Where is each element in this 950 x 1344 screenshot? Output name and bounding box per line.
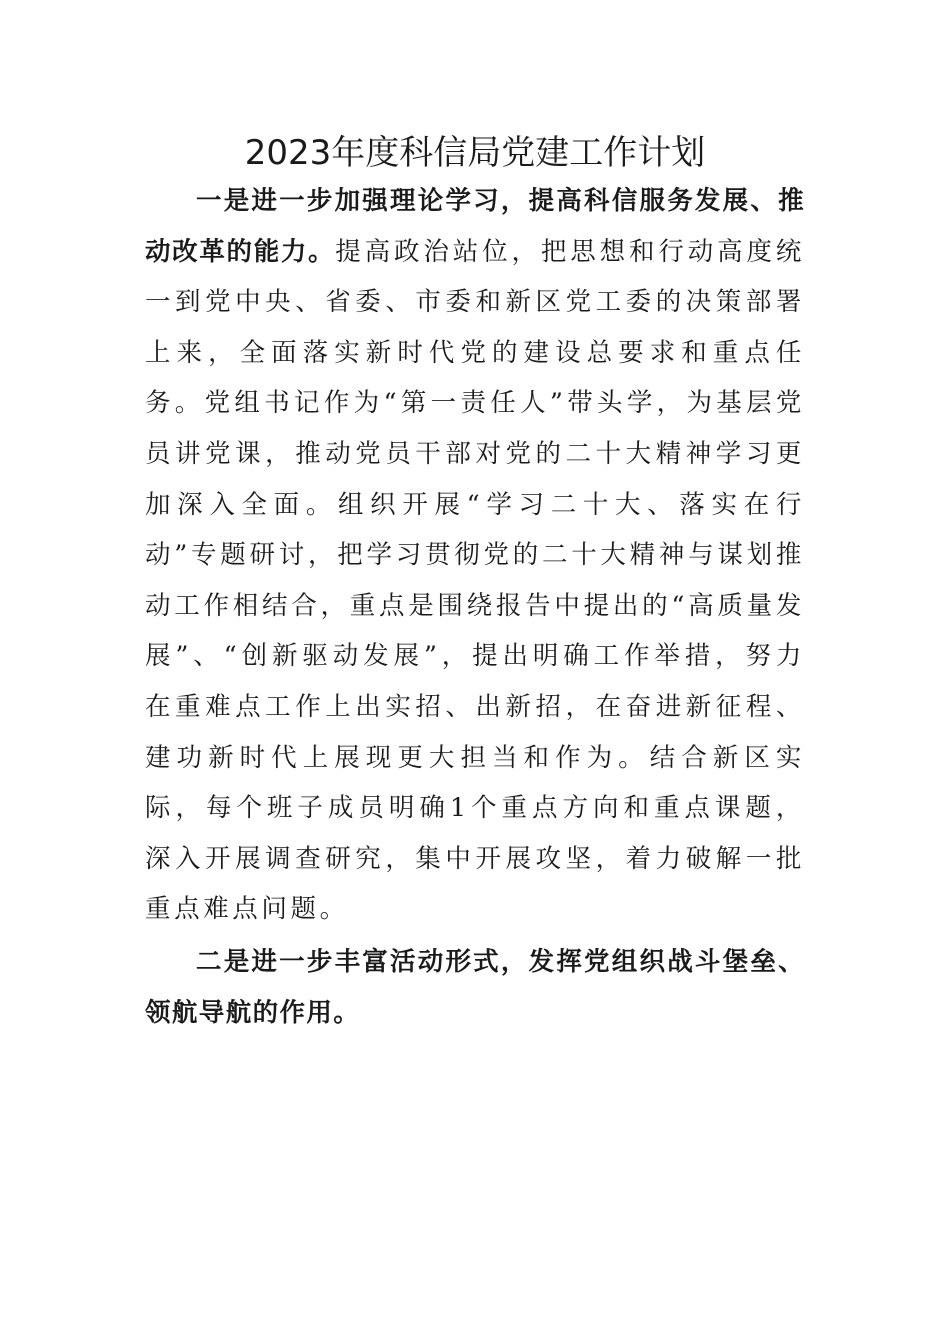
paragraph-1-lead: 一是进一步加强理论学习，提高科信服务发展、推动改革的能力。 [145, 186, 805, 267]
paragraph-1 [145, 176, 805, 935]
document-title: 2023年度科信局党建工作计划 [244, 133, 706, 173]
paragraph-2 [145, 937, 805, 1038]
paragraph-1-body: 提高政治站位，把思想和行动高度统一到党中央、省委、市委和新区党工委的决策部署上来，全面落实新时代党的建设总要求和重点任务。党组书记作为“第一责任人”带头学，为基层党员讲党课，推动党员干部对党的二十大精神学习更加深入全面。组织开展“学习二十大、落实在行动”专题研讨，把学习贯彻党的二十大精神与谋划推动工作相结合，重点是围绕报告中提出的“高质量发展”、“创新驱动发展”，提出明确工作举措，努力在重难点工作上出实招、出新招，在奋进新征程、建功新时代上展现更大担当和作为。结合新区实际，每个班子成员明确1个重点方向和重点课题，深入开展调查研究，集中开展攻坚，着力破解一批重点难点问题。 [145, 236, 805, 925]
document-body [145, 176, 805, 1038]
paragraph-2-lead: 二是进一步丰富活动形式，发挥党组织战斗堡垒、领航导航的作用。 [145, 946, 805, 1028]
